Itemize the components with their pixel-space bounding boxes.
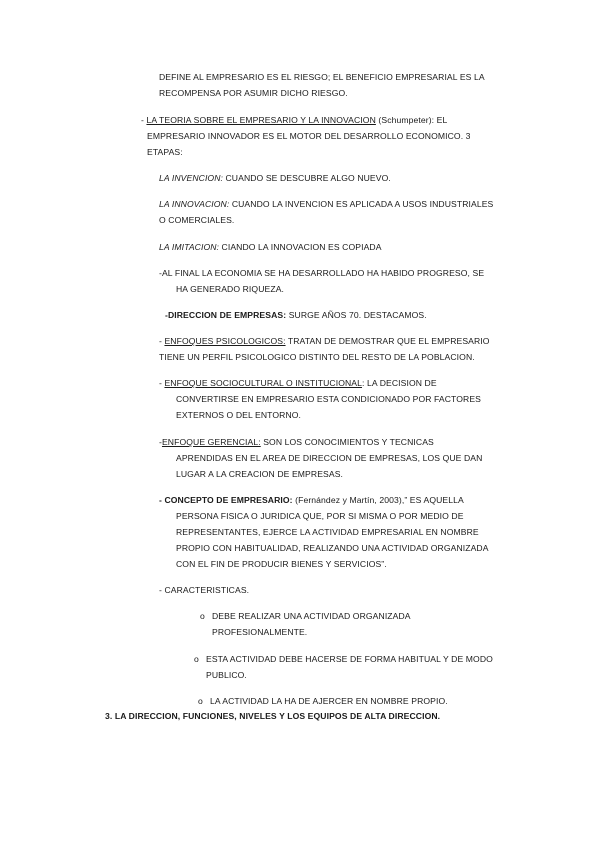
concepto-line5: CON EL FIN DE PRODUCIR BIENES Y SERVICIOS”. [176,559,387,569]
bullet-marker-1: o [200,611,205,621]
teoria-line1 [141,114,447,126]
socio-line1 [159,377,437,389]
final-line1: -AL FINAL LA ECONOMIA SE HA DESARROLLADO HA HABIDO PROGRESO, SE [159,268,485,278]
invencion-label: LA INVENCION: [159,173,224,183]
socio-dash: - [159,378,165,388]
bullet-item-2 [194,653,493,665]
socio-rest: : LA DECISION DE [362,378,437,388]
bullet-3-line1: LA ACTIVIDAD LA HA DE AJERCER EN NOMBRE PROPIO. [210,696,448,706]
direccion-text: SURGE AÑOS 70. DESTACAMOS. [286,310,427,320]
direccion-line [165,309,427,321]
teoria-dash: - [141,115,147,125]
bullet-marker-2: o [194,654,199,664]
teoria-line3: ETAPAS: [147,147,183,157]
concepto-line2: PERSONA FISICA O JURIDICA QUE, POR SI MISMA O POR MEDIO DE [176,511,464,521]
socio-line3: EXTERNOS O DEL ENTORNO. [176,410,302,420]
bullet-2-line1: ESTA ACTIVIDAD DEBE HACERSE DE FORMA HABITUAL Y DE MODO [206,654,493,664]
gerencial-line3: LUGAR A LA CREACION DE EMPRESAS. [176,469,344,479]
psico-dash: - [159,336,165,346]
innovacion-label: LA INNOVACION: [159,199,230,209]
innovacion-line2: O COMERCIALES. [159,215,235,225]
bullet-1-line2: PROFESIONALMENTE. [212,627,308,637]
psico-title: ENFOQUES PSICOLOGICOS: [164,336,286,346]
concepto-line3: REPRESENTANTES, EJERCE LA ACTIVIDAD EMPRESARIAL EN NOMBRE [176,527,479,537]
bullet-2-line2: PUBLICO. [206,670,247,680]
bullet-marker-3: o [198,696,203,706]
bullet-item-3 [198,695,448,707]
concepto-line4: PROPIO CON HABITUALIDAD, REALIZANDO UNA ACTIVIDAD ORGANIZADA [176,543,489,553]
gerencial-rest: SON LOS CONOCIMIENTOS Y TECNICAS [260,437,434,447]
psico-rest: TRATAN DE DEMOSTRAR QUE EL EMPRESARIO [285,336,490,346]
gerencial-line2: APRENDIDAS EN EL AREA DE DIRECCION DE EMPRESAS, LOS QUE DAN [176,453,483,463]
caracteristicas-title: - CARACTERISTICAS. [159,585,250,595]
invencion-text: CUANDO SE DESCUBRE ALGO NUEVO. [223,173,391,183]
socio-line2: CONVERTIRSE EN EMPRESARIO ESTA CONDICIONADO POR FACTORES [176,394,481,404]
imitacion-text: CIANDO LA INNOVACION ES COPIADA [219,242,382,252]
teoria-rest: (Schumpeter): EL [375,115,448,125]
direccion-label: -DIRECCION DE EMPRESAS: [165,310,287,320]
gerencial-line1 [159,436,434,448]
innovacion-text: CUANDO LA INVENCION ES APLICADA A USOS INDUSTRIALES [229,199,494,209]
imitacion-line [159,241,382,253]
paragraph-riesgo-line1: DEFINE AL EMPRESARIO ES EL RIESGO; EL BENEFICIO EMPRESARIAL ES LA [159,72,485,82]
section-3-heading: 3. LA DIRECCION, FUNCIONES, NIVELES Y LOS EQUIPOS DE ALTA DIRECCION. [105,711,441,721]
socio-title: ENFOQUE SOCIOCULTURAL O INSTITUCIONAL [164,378,363,388]
concepto-rest: (Fernández y Martín, 2003),” ES AQUELLA [292,495,464,505]
bullet-item-1 [200,610,411,622]
concepto-label: - CONCEPTO DE EMPRESARIO: [159,495,293,505]
gerencial-dash: - [159,437,162,447]
psico-line1 [159,335,490,347]
final-line2: HA GENERADO RIQUEZA. [176,284,285,294]
concepto-line1 [159,494,464,506]
imitacion-label: LA IMITACION: [159,242,220,252]
teoria-title: LA TEORIA SOBRE EL EMPRESARIO Y LA INNOVACION [146,115,376,125]
innovacion-line1 [159,198,493,210]
teoria-line2: EMPRESARIO INNOVADOR ES EL MOTOR DEL DESARROLLO ECONOMICO. 3 [147,131,471,141]
bullet-1-line1: DEBE REALIZAR UNA ACTIVIDAD ORGANIZADA [212,611,411,621]
invencion-line [159,172,391,184]
psico-line2: TIENE UN PERFIL PSICOLOGICO DISTINTO DEL RESTO DE LA POBLACION. [159,352,475,362]
paragraph-riesgo-line2: RECOMPENSA POR ASUMIR DICHO RIESGO. [159,88,348,98]
gerencial-title: ENFOQUE GERENCIAL: [161,437,261,447]
